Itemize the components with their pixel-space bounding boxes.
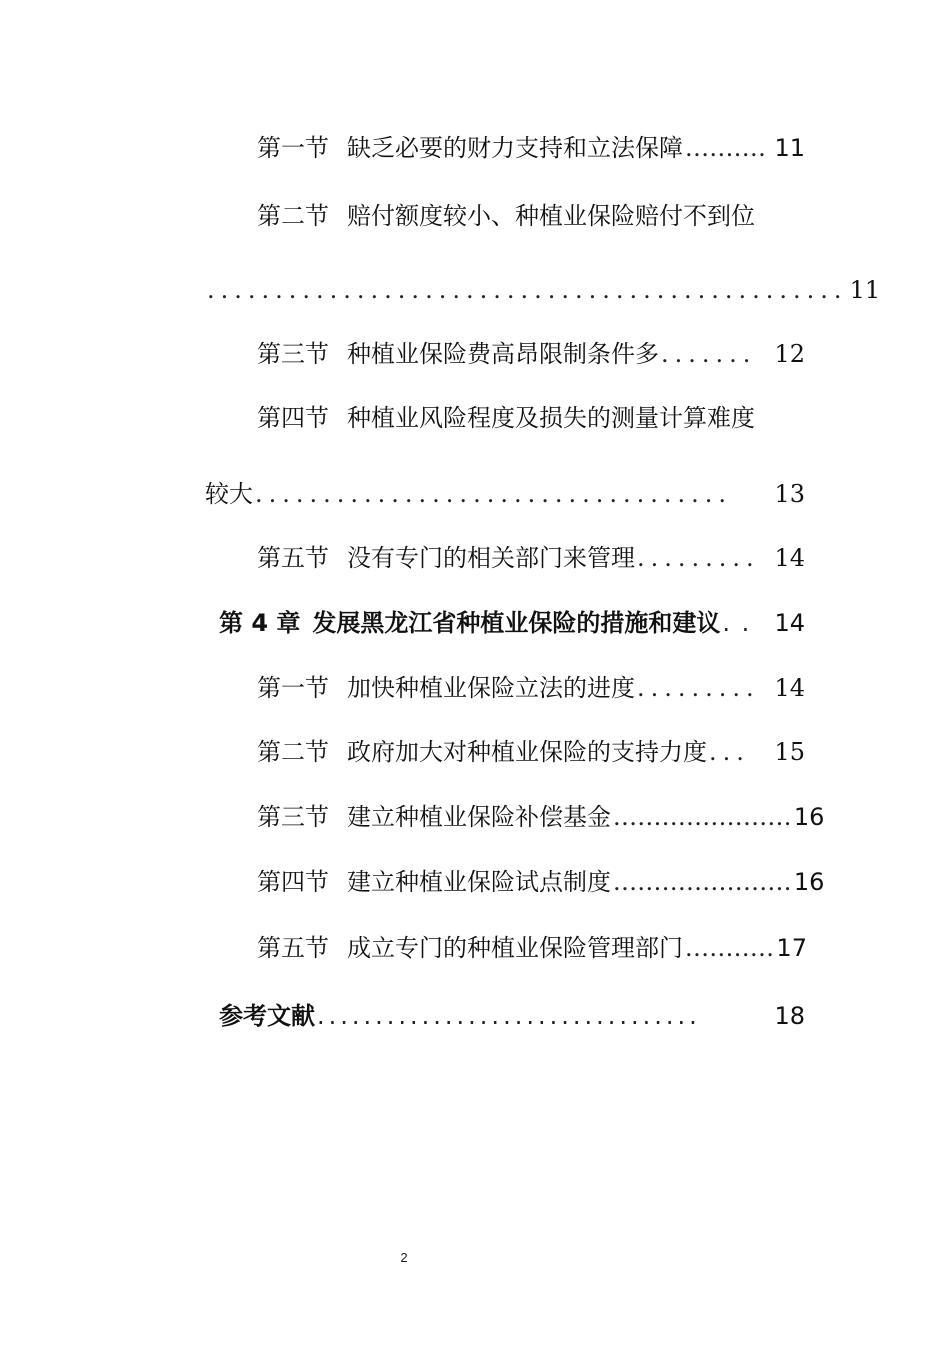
toc-entry[interactable] (205, 334, 805, 374)
toc-leader: ................................... (255, 480, 733, 508)
toc-entry-label: 第四节 建立种植业保险试点制度 (257, 868, 611, 896)
toc-chapter-label: 第 4 章 发展黑龙江省种植业保险的措施和建议 (219, 609, 721, 637)
toc-page-number: 11 (849, 276, 881, 304)
toc-entry[interactable] (205, 668, 805, 708)
toc-entry[interactable] (205, 128, 805, 168)
toc-entry[interactable] (205, 398, 805, 438)
toc-entry[interactable] (205, 862, 825, 902)
toc-entry-continuation[interactable] (205, 474, 805, 514)
toc-entry[interactable] (205, 196, 805, 236)
toc-page-number: 14 (774, 609, 805, 637)
toc-entry-label: 第二节 政府加大对种植业保险的支持力度 (257, 738, 707, 766)
toc-page-number: 17 (776, 934, 807, 962)
toc-leader: ...................... (613, 803, 792, 831)
toc-page-number: 14 (774, 674, 805, 702)
toc-leader: ... (709, 738, 750, 766)
toc-entry-label: 第二节 赔付额度较小、种植业保险赔付不到位 (257, 202, 755, 230)
toc-page-number: 16 (793, 803, 825, 831)
toc-leader: ........... (685, 934, 775, 962)
toc-page-number: 12 (774, 340, 805, 368)
toc-leader: ......... (637, 544, 760, 572)
toc-entry-continuation[interactable] (205, 270, 881, 310)
toc-leader: .......... (685, 134, 767, 162)
toc-leader: . . (722, 609, 752, 637)
toc-page-number: 14 (774, 544, 805, 572)
toc-entry-label: 第三节 种植业保险费高昂限制条件多 (257, 340, 659, 368)
page-number-footer: 2 (400, 1250, 408, 1265)
toc-leader: ............................................... (207, 276, 848, 304)
toc-page-number: 11 (774, 134, 805, 162)
toc-entry-label: 第五节 成立专门的种植业保险管理部门 (257, 934, 683, 962)
toc-entry[interactable] (205, 538, 805, 578)
toc-entry-title-continued: 较大 (205, 480, 253, 508)
toc-entry[interactable] (205, 732, 805, 772)
toc-entry-label: 第三节 建立种植业保险补偿基金 (257, 803, 611, 831)
toc-page-number: 15 (774, 738, 805, 766)
toc-references-entry[interactable] (205, 996, 805, 1036)
toc-leader: ...................... (613, 868, 792, 896)
toc-leader: ....... (661, 340, 757, 368)
toc-page-number: 18 (774, 1002, 805, 1030)
toc-leader: ......... (637, 674, 760, 702)
toc-entry-label: 第五节 没有专门的相关部门来管理 (257, 544, 635, 572)
toc-entry-label: 第一节 缺乏必要的财力支持和立法保障 (257, 134, 683, 162)
toc-entry-label: 第四节 种植业风险程度及损失的测量计算难度 (257, 404, 755, 432)
toc-chapter-entry[interactable] (205, 603, 805, 643)
toc-entry-label: 第一节 加快种植业保险立法的进度 (257, 674, 635, 702)
toc-entry[interactable] (205, 928, 805, 968)
toc-page-number: 16 (793, 868, 825, 896)
toc-leader: ................................. (317, 1002, 701, 1030)
toc-references-title: 参考文献 (219, 1002, 315, 1030)
toc-page-number: 13 (774, 480, 805, 508)
toc-entry[interactable] (205, 797, 825, 837)
